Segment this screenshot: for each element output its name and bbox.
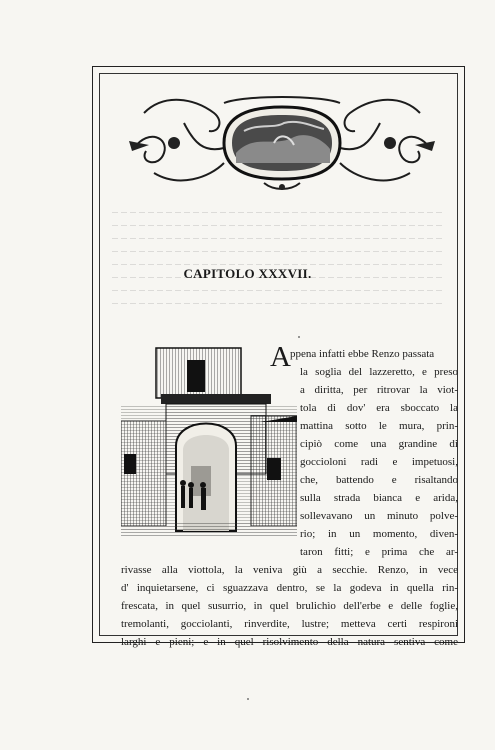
text-line: larghi e pieni; e in quel risolvimento della natura sentiva come bbox=[121, 636, 458, 648]
text-line: rivasse alla viottola, la veniva giù a secchie. Renzo, in vece bbox=[121, 564, 458, 576]
text-line: ppena infatti ebbe Renzo passata bbox=[290, 348, 435, 360]
text-line: la soglia del lazzeretto, e preso bbox=[300, 366, 458, 378]
text-line: rio; in un momento, diven- bbox=[300, 528, 458, 540]
text-line: cipiò come una grandine di bbox=[300, 438, 458, 450]
ornamental-headpiece bbox=[124, 93, 440, 193]
text-line: frescata, in quel susurrio, in quel brulichìo dell'erbe e delle foglie, bbox=[121, 600, 458, 612]
text-line: a diritta, per ritrovar la viot- bbox=[300, 384, 458, 396]
text-line: sulla strada bianca e arida, bbox=[300, 492, 458, 504]
text-line: tola di dov' era sboccato la bbox=[300, 402, 458, 414]
text-line: che, battendo e risaltando bbox=[300, 474, 458, 486]
text-line: taron fitti; e prima che ar- bbox=[300, 546, 458, 558]
text-line: tremolanti, gocciolanti, rinverdite, lustre; metteva certi respironi bbox=[121, 618, 458, 630]
text-line: mattina sotto le mura, prin- bbox=[300, 420, 458, 432]
drop-cap: A bbox=[270, 341, 291, 373]
paper-speck bbox=[247, 698, 249, 700]
text-line: sollevavano un minuto polve- bbox=[300, 510, 458, 522]
text-line: goccioloni radi e impetuosi, bbox=[300, 456, 458, 468]
paper-speck bbox=[298, 336, 300, 338]
text-line: d' inquietarsene, ci sguazzava dentro, se la godeva in quella rin- bbox=[121, 582, 458, 594]
bleed-through-text bbox=[112, 200, 444, 320]
city-gate-illustration bbox=[121, 346, 297, 536]
chapter-title: CAPITOLO XXXVII. bbox=[183, 266, 312, 281]
